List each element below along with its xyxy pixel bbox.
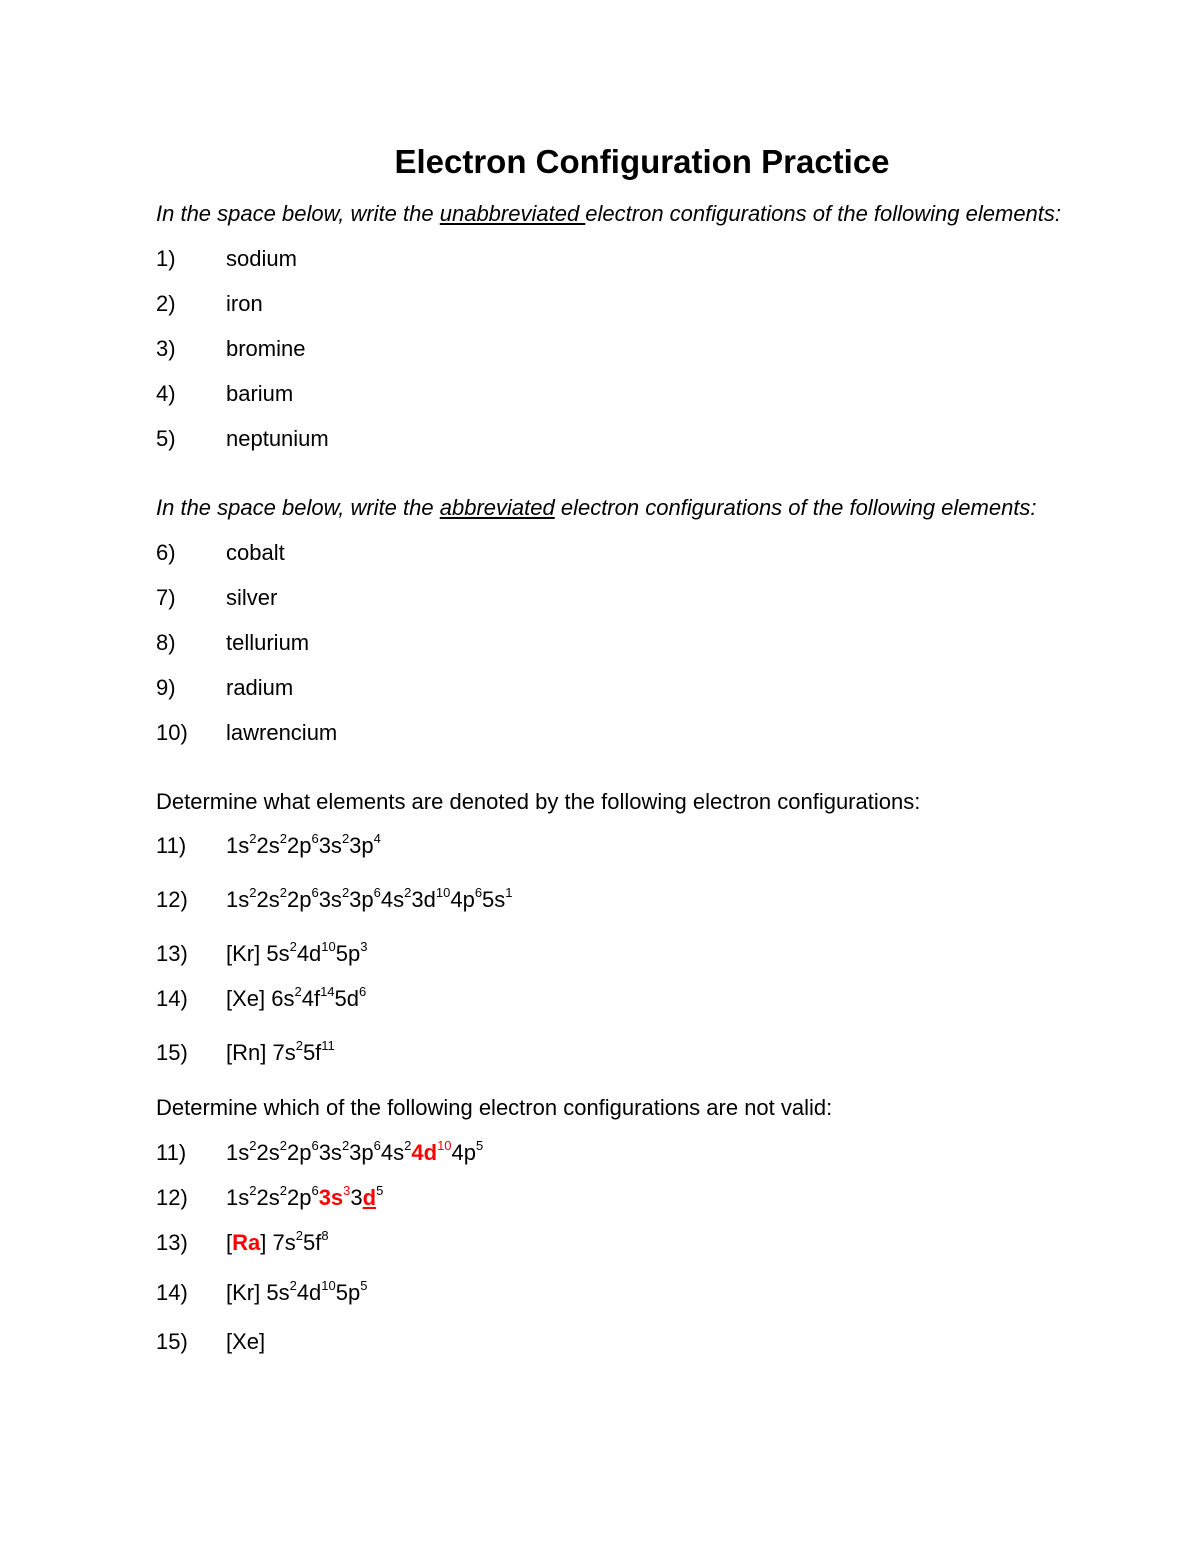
config-text: 3p	[349, 887, 374, 912]
superscript-count: 4	[373, 830, 381, 846]
superscript-count: 2	[249, 884, 257, 900]
config-text: 4p	[450, 887, 475, 912]
item-number: 9)	[156, 675, 176, 700]
config-text: 3d	[411, 887, 436, 912]
superscript-count: 3	[360, 938, 368, 954]
config-text: [Rn] 7s	[226, 1040, 296, 1065]
item-number: 8)	[156, 630, 176, 655]
config-text: 2s	[256, 833, 280, 858]
config-text: 5p	[335, 1280, 361, 1305]
superscript-count: 2	[289, 938, 297, 954]
superscript-count: 6	[373, 884, 381, 900]
item-number: 6)	[156, 540, 176, 565]
superscript-count: 2	[341, 830, 350, 846]
item-number: 15)	[156, 1329, 188, 1354]
item-number: 12)	[156, 1185, 188, 1210]
electron-configuration	[226, 831, 381, 861]
config-text: [Kr] 5s	[226, 941, 290, 966]
config-text: 1s	[226, 887, 250, 912]
config-text: 3s	[318, 1140, 342, 1165]
superscript-count: 14	[320, 983, 335, 999]
config-text: 2p	[286, 1140, 312, 1165]
element-name: barium	[226, 381, 294, 406]
item-number: 10)	[156, 720, 188, 745]
element-name: tellurium	[226, 630, 310, 655]
config-text: 3s	[318, 833, 342, 858]
config-text: 4p	[451, 1140, 477, 1165]
item-number: 13)	[156, 941, 188, 966]
config-text: 4s	[380, 1140, 405, 1165]
instructions-validity: Determine which of the following electron configurations are not valid:	[156, 1095, 833, 1120]
superscript-count: 2	[295, 1227, 303, 1243]
superscript-count: 8	[321, 1227, 329, 1243]
superscript-count: 6	[373, 1137, 381, 1153]
superscript-count: 6	[474, 884, 483, 900]
electron-configuration	[226, 1278, 367, 1308]
electron-configuration	[226, 984, 366, 1014]
electron-configuration	[226, 885, 513, 915]
superscript-count: 2	[279, 1137, 287, 1153]
item-number: 14)	[156, 986, 188, 1011]
highlighted-error: Ra	[232, 1230, 261, 1255]
config-text: ] 7s	[260, 1230, 296, 1255]
superscript-count: 10	[321, 1277, 336, 1293]
item-number: 5)	[156, 426, 176, 451]
superscript-count: 2	[404, 884, 412, 900]
element-name: radium	[226, 675, 294, 700]
superscript-count: 5	[360, 1277, 368, 1293]
superscript-count: 1	[505, 884, 513, 900]
element-name: cobalt	[226, 540, 285, 565]
superscript-count: 2	[295, 1037, 303, 1053]
config-text: [Xe] 6s	[226, 986, 295, 1011]
highlighted-error: 3s	[318, 1185, 344, 1210]
config-text: 3s	[318, 887, 342, 912]
config-text: 3p	[349, 1140, 374, 1165]
instructions-abbreviated	[156, 493, 1037, 523]
electron-configuration	[226, 1038, 335, 1068]
superscript-count: 10	[435, 884, 451, 900]
superscript-count: 2	[289, 1277, 297, 1293]
instructions-text: In the space below, write the	[156, 495, 440, 520]
superscript-count: 2	[249, 1182, 257, 1198]
item-number: 13)	[156, 1230, 188, 1255]
instructions-unabbreviated	[156, 199, 1061, 229]
electron-configuration	[226, 1183, 383, 1213]
config-text: 5s	[482, 887, 506, 912]
superscript-count: 2	[341, 1137, 350, 1153]
config-text: 5f	[302, 1230, 322, 1255]
instructions-identify: Determine what elements are denoted by the following electron configurations:	[156, 789, 921, 814]
instructions-emphasis: abbreviated	[439, 495, 555, 520]
config-text: 1s	[226, 833, 250, 858]
config-text: 4f	[301, 986, 321, 1011]
item-number: 11)	[156, 833, 187, 858]
superscript-count: 5	[376, 1182, 384, 1198]
superscript-count: 6	[311, 1137, 319, 1153]
highlighted-error: d	[362, 1185, 377, 1210]
config-text: 3	[350, 1185, 363, 1210]
highlighted-superscript: 10	[437, 1137, 452, 1153]
superscript-count: 6	[311, 1182, 319, 1198]
item-number: 15)	[156, 1040, 188, 1065]
item-number: 2)	[156, 291, 176, 316]
instructions-text: In the space below, write the	[156, 201, 440, 226]
element-name: lawrencium	[226, 720, 338, 745]
superscript-count: 6	[311, 884, 319, 900]
superscript-count: 2	[341, 884, 350, 900]
superscript-count: 2	[249, 830, 257, 846]
page-title: Electron Configuration Practice	[394, 143, 890, 180]
superscript-count: 2	[249, 1137, 257, 1153]
item-number: 3)	[156, 336, 176, 361]
superscript-count: 2	[279, 1182, 287, 1198]
item-number: 11)	[156, 1140, 187, 1165]
config-text: [	[226, 1230, 233, 1255]
config-text: [Xe]	[226, 1329, 266, 1354]
config-text: 4d	[296, 941, 322, 966]
superscript-count: 2	[404, 1137, 412, 1153]
element-name: iron	[226, 291, 263, 316]
config-text: 2p	[286, 887, 312, 912]
item-number: 1)	[156, 246, 176, 271]
config-text: 1s	[226, 1185, 250, 1210]
superscript-count: 10	[321, 938, 336, 954]
config-text: 5p	[335, 941, 361, 966]
electron-configuration	[226, 1327, 265, 1357]
config-text: 2s	[256, 1185, 280, 1210]
superscript-count: 11	[321, 1037, 335, 1053]
config-text: 4s	[380, 887, 405, 912]
instructions-text: electron configurations of the following elements:	[585, 201, 1062, 226]
config-text: 3p	[349, 833, 374, 858]
highlighted-error: 4d	[411, 1140, 438, 1165]
superscript-count: 2	[279, 884, 287, 900]
item-number: 12)	[156, 887, 188, 912]
config-text: 1s	[226, 1140, 250, 1165]
element-name: silver	[226, 585, 278, 610]
config-text: 5f	[302, 1040, 322, 1065]
config-text: [Kr] 5s	[226, 1280, 290, 1305]
item-number: 7)	[156, 585, 176, 610]
electron-configuration	[226, 1228, 329, 1258]
element-name: sodium	[226, 246, 297, 271]
instructions-text: electron configurations of the following elements:	[554, 495, 1037, 520]
superscript-count: 5	[476, 1137, 484, 1153]
config-text: 2s	[256, 887, 280, 912]
config-text: 2s	[256, 1140, 280, 1165]
element-name: bromine	[226, 336, 306, 361]
instructions-emphasis: unabbreviated	[439, 201, 586, 226]
config-text: 5d	[334, 986, 360, 1011]
config-text: 4d	[296, 1280, 322, 1305]
config-text: 2p	[286, 1185, 312, 1210]
superscript-count: 2	[279, 830, 287, 846]
electron-configuration	[226, 1138, 483, 1168]
highlighted-superscript: 3	[343, 1182, 351, 1198]
element-name: neptunium	[226, 426, 329, 451]
config-text: 2p	[286, 833, 312, 858]
electron-configuration	[226, 939, 367, 969]
item-number: 14)	[156, 1280, 188, 1305]
superscript-count: 2	[294, 983, 302, 999]
superscript-count: 6	[359, 983, 367, 999]
superscript-count: 6	[311, 830, 319, 846]
item-number: 4)	[156, 381, 176, 406]
